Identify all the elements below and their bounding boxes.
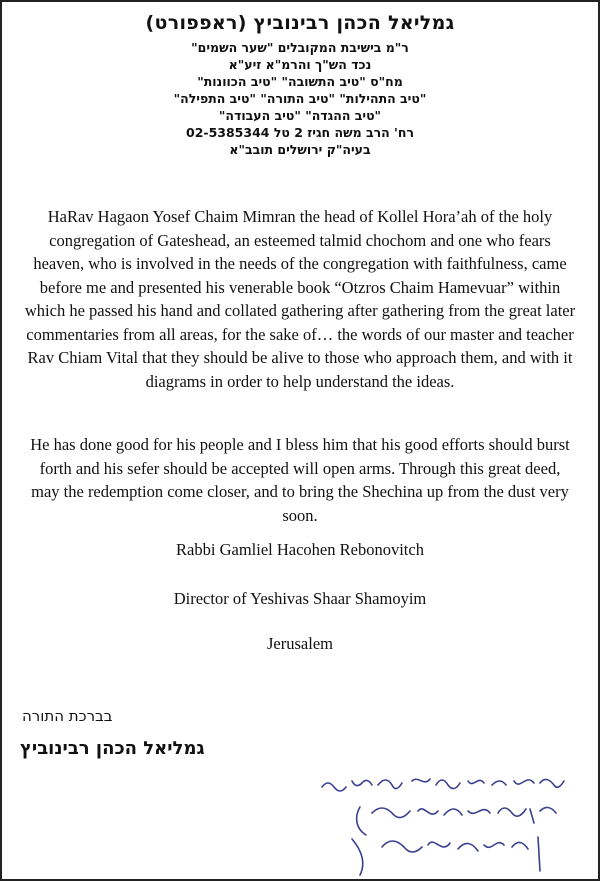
- letterhead-city-line: בעיה"ק ירושלים תובב"א: [229, 142, 371, 157]
- letterhead-books-line: מח"ס "טיב התשובה" "טיב הכוונות": [197, 74, 403, 89]
- letterhead-title-line: ר"מ בישיבת המקובלים "שער השמים": [191, 40, 409, 55]
- stamp-name: גמליאל הכהן רבינוביץ: [20, 738, 205, 759]
- letterhead-books-line: "טיב ההגדה" "טיב העבודה": [218, 108, 382, 123]
- letterhead-lineage-line: נכד הש"ך והרמ"א זיע"א: [228, 57, 372, 72]
- letterhead-address-line: רח' הרב משה חגיז 2 טל 02-5385344: [186, 125, 414, 140]
- signatory-place: Jerusalem: [267, 634, 333, 653]
- letterhead-books-line: "טיב התהילות" "טיב התורה" "טיב התפילה": [173, 91, 427, 106]
- handwritten-signature: [312, 767, 597, 879]
- signatory-title: Director of Yeshivas Shaar Shamoyim: [173, 589, 427, 608]
- letter-paragraph: HaRav Hagaon Yosef Chaim Mimran the head of Kollel Hora’ah of the holy congregation of Gateshead, an esteemed talmid chochom and one who fears heaven, who is involved in the needs of the congregation with faithfulness, came before me and presented his venerable book “Otzros Chaim Hamevuar” within which he passed his hand and collated gathering after gathering from the great later commentaries from all areas, for the sake of… the words of our master and teacher Rav Chiam Vital that they should be alive to those who approach them, and with it diagrams in order to help understand the ideas.: [24, 207, 576, 391]
- letter-paragraph: He has done good for his people and I bless him that his good efforts should burst forth and his sefer should be accepted will open arms. Through this great deed, may the redemption come closer, and to bring the Shechina up from the dust very soon.: [30, 435, 570, 525]
- signatory-name: Rabbi Gamliel Hacohen Rebonovitch: [176, 540, 424, 559]
- closing-blessing: בברכת התורה: [22, 707, 113, 725]
- letterhead: [2, 12, 598, 158]
- letterhead-name: גמליאל הכהן רבינוביץ (ראפפורט): [145, 12, 455, 34]
